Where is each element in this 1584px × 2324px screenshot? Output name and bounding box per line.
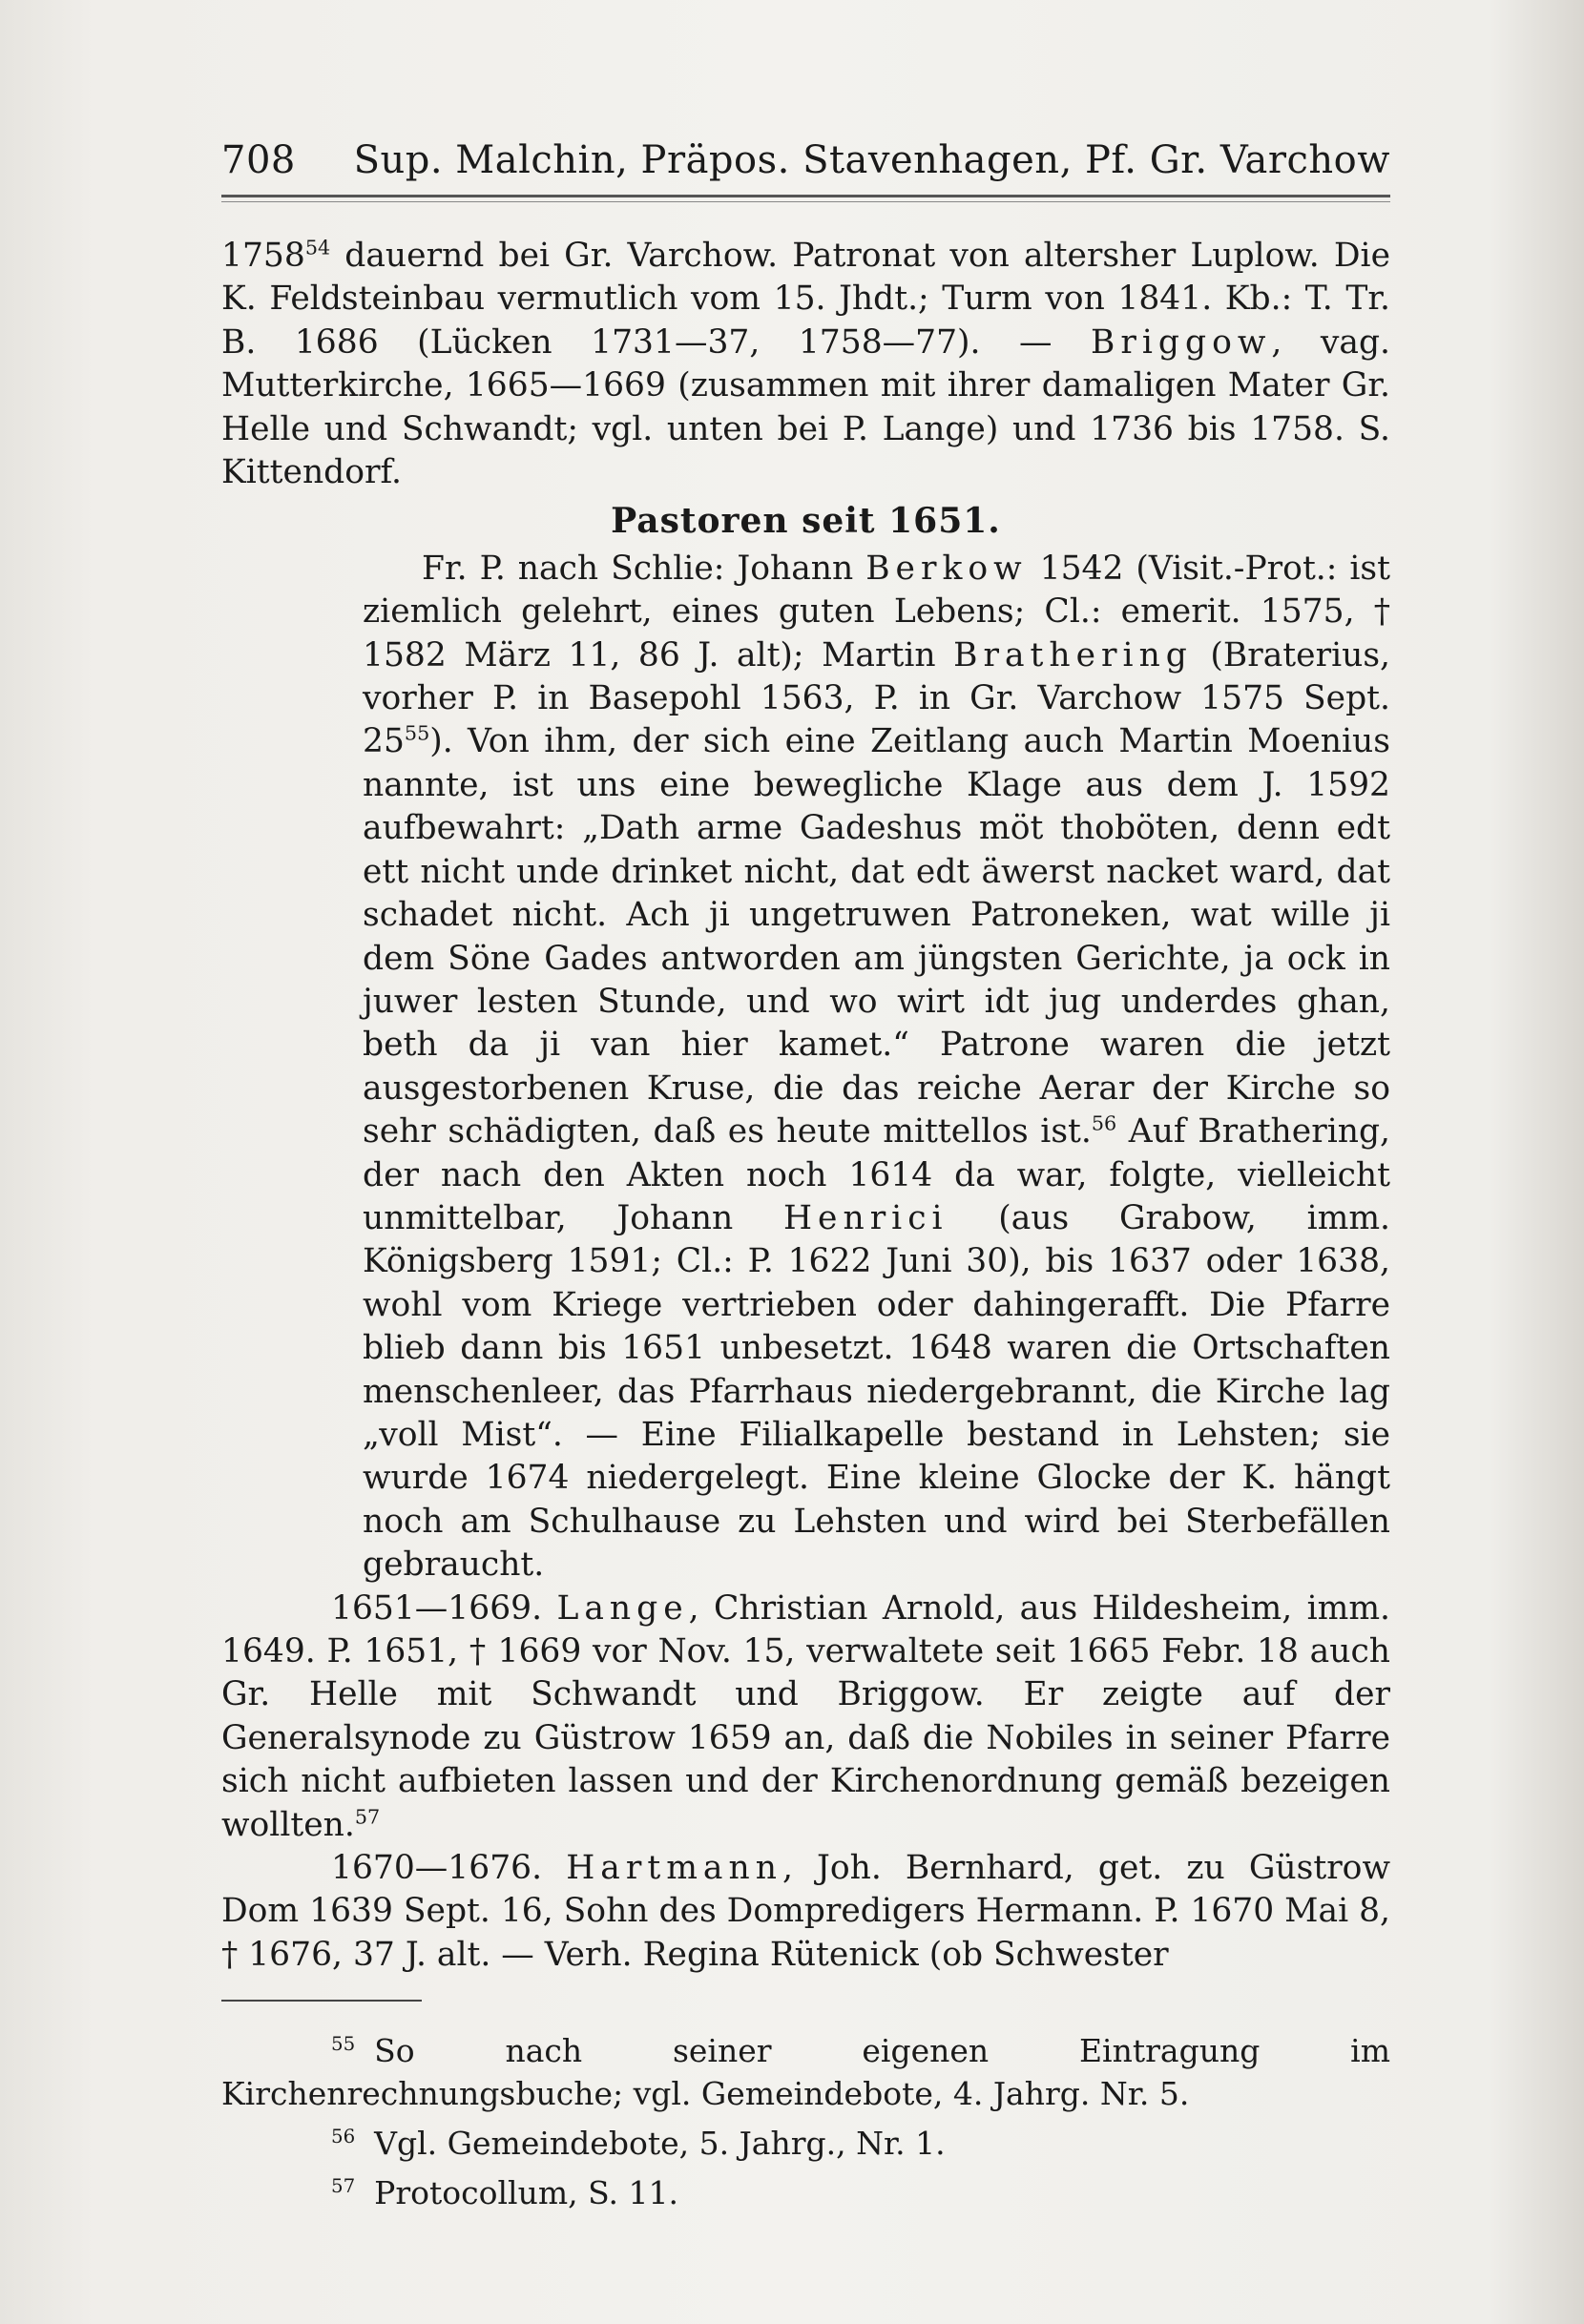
footnote-number: 57 xyxy=(331,2175,356,2198)
early-pastors-paragraph xyxy=(363,548,1390,1587)
entry-lange-text: , Christian Arnold, aus Hildesheim, imm. 1649. P. 1651, † 1669 vor Nov. 15, verwaltete seit 1665 Febr. 18 auch Gr. Helle mit Schwandt und Briggow. Er zeigte auf der Generalsynode zu Güstrow 1659 an, daß die Nobiles in seiner Pfarre sich nicht aufbieten lassen und der Kirchenordnung gemäß bezeigen wollten. xyxy=(221,1588,1391,1844)
section-heading: Pastoren seit 1651. xyxy=(611,501,1001,542)
entry-lange-years: 1651—1669. xyxy=(331,1588,543,1628)
block-text-d: ). Von ihm, der sich eine Zeitlang auch Martin Moenius nannte, ist uns eine bewegliche Klage aus dem J. 1592 aufbewahrt: „Dath arme Gadeshus möt thoböten, denn edt ett nicht unde drinket nicht, dat edt äwerst nacket ward, dat schadet nicht. Ach ji ungetruwen Patroneken, wat wille ji dem Söne Gades antworden am jüngsten Gerichte, ja ock in juwer lesten Stunde, und wo wirt idt jug underdes ghan, beth da ji van hier kamet.“ Patrone waren die jetzt ausgestorbenen Kruse, die das reiche Aerar der Kirche so sehr schädigten, daß es heute mittellos ist. xyxy=(363,722,1390,1152)
footnote-rule xyxy=(221,2000,422,2002)
entry-hartmann xyxy=(221,1847,1390,1977)
intro-paragraph xyxy=(221,235,1390,494)
running-head: Sup. Malchin, Präpos. Stavenhagen, Pf. Gr. Varchow xyxy=(353,138,1390,182)
footnote-text: Protocollum, S. 11. xyxy=(374,2174,679,2212)
place-briggow: Briggow xyxy=(1091,322,1272,362)
entry-hartmann-text: , Joh. Bernhard, get. zu Güstrow Dom 1639 Sept. 16, Sohn des Dompredigers Hermann. P. 1670 Mai 8, † 1676, 37 J. alt. — Verh. Regina Rütenick (ob Schwester xyxy=(221,1849,1390,1974)
footnote-text: So nach seiner eigenen Eintragung im Kirchenrechnungsbuche; vgl. Gemeindebote, 4. Jahrg. Nr. 5. xyxy=(221,2032,1390,2113)
footnote-number: 56 xyxy=(331,2126,356,2148)
header-rule xyxy=(221,195,1390,197)
indented-block xyxy=(221,548,1390,1587)
footnote-text: Vgl. Gemeindebote, 5. Jahrg., Nr. 1. xyxy=(374,2125,946,2163)
intro-year: 1758 xyxy=(221,237,305,275)
footnote-ref-55: 55 xyxy=(404,721,430,745)
body-text xyxy=(221,235,1390,1977)
page-header xyxy=(221,134,1390,187)
page-content xyxy=(221,134,1390,2214)
header-rule-thin xyxy=(221,201,1390,202)
entry-lange xyxy=(221,1587,1390,1847)
block-text-e: Auf Brathering, der nach den Akten noch 1614 da war, folgte, vielleicht unmittelbar, Johann xyxy=(363,1112,1390,1237)
block-text-c: (Braterius, vorher P. in Basepohl 1563, P. in Gr. Varchow 1575 Sept. 25 xyxy=(363,635,1390,761)
name-henrici: Henrici xyxy=(782,1198,948,1237)
entry-hartmann-name: Hartmann xyxy=(566,1849,782,1888)
footnote-number: 55 xyxy=(331,2033,356,2056)
name-berkow: Berkow xyxy=(865,549,1028,588)
block-text-a: Fr. P. nach Schlie: Johann xyxy=(422,549,866,588)
page-number: 708 xyxy=(221,138,296,182)
intro-text: dauernd bei Gr. Varchow. Patronat von altersher Luplow. Die K. Feldsteinbau vermutlich vom 15. Jhdt.; Turm von 1841. Kb.: T. Tr. B. 1686 (Lücken 1731—37, 1758—77). — xyxy=(221,237,1390,362)
entry-hartmann-years: 1670—1676. xyxy=(331,1849,543,1888)
footnote-56 xyxy=(221,2115,1390,2165)
footnotes xyxy=(221,2023,1390,2214)
footnote-55 xyxy=(221,2023,1390,2115)
footnote-ref-57: 57 xyxy=(354,1805,381,1829)
block-text-b: 1542 (Visit.-Prot.: ist ziemlich gelehrt, eines guten Lebens; Cl.: emerit. 1575, † 1582 März 11, 86 J. alt); Martin xyxy=(363,549,1390,674)
footnote-ref-54: 54 xyxy=(304,236,331,259)
block-text-f: (aus Grabow, imm. Königsberg 1591; Cl.: P. 1622 Juni 30), bis 1637 oder 1638, wohl vom Kriege vertrieben oder dahingerafft. Die Pfarre blieb dann bis 1651 unbesetzt. 1648 waren die Ortschaften menschenleer, das Pfarrhaus niedergebrannt, die Kirche lag „voll Mist“. — Eine Filialkapelle bestand in Lehsten; sie wurde 1674 niedergelegt. Eine kleine Glocke der K. hängt noch am Schulhause zu Lehsten und wird bei Sterbefällen gebraucht. xyxy=(363,1198,1390,1585)
footnote-57 xyxy=(221,2165,1390,2214)
intro-tail: , vag. Mutterkirche, 1665—1669 (zusammen mit ihrer damaligen Mater Gr. Helle und Schwandt; vgl. unten bei P. Lange) und 1736 bis 1758. S. Kittendorf. xyxy=(221,322,1390,492)
footnote-ref-56: 56 xyxy=(1091,1111,1117,1135)
name-brathering: Brathering xyxy=(953,635,1193,674)
entry-lange-name: Lange xyxy=(556,1588,689,1628)
